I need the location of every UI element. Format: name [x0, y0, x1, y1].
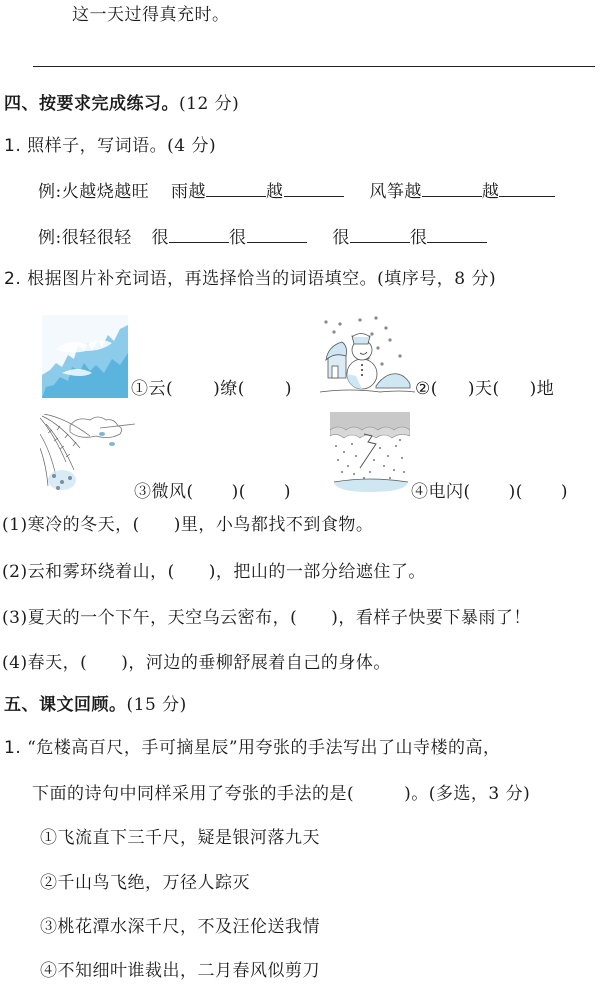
label-part: )缭( — [213, 379, 245, 399]
section-5-title: 五、课文回顾。 — [4, 695, 127, 715]
label-part: )( — [231, 482, 246, 502]
picture-4-label — [411, 481, 568, 503]
example-label: 例: — [38, 228, 62, 248]
question-text: “危楼高百尺，手可摘星辰”用夸张的手法写出了山寺楼的高， — [27, 738, 501, 758]
section-5-question-1-line-2 — [32, 783, 530, 805]
answer-writing-line[interactable] — [33, 66, 595, 67]
question-1-prompt — [4, 135, 216, 157]
section-5-question-1-line-1 — [4, 737, 501, 759]
sentence-part: )，河边的垂柳舒展着自己的身体。 — [121, 653, 391, 673]
item-infix: 很 — [409, 228, 428, 248]
section-4-heading — [4, 93, 239, 115]
question-number: 1. — [4, 738, 22, 758]
section-5-heading — [4, 694, 187, 716]
question-text: 照样子，写词语。(4 分) — [27, 136, 217, 156]
fill-blank[interactable] — [427, 226, 487, 243]
label-part: ①云( — [131, 379, 174, 399]
item-prefix: 雨越 — [171, 182, 207, 202]
item-infix: 很 — [229, 228, 247, 248]
label-part: ④电闪( — [411, 482, 471, 502]
mountain-clouds-image — [42, 315, 128, 398]
example-label: 例: — [38, 182, 62, 202]
section-4-score: (12 分) — [179, 94, 240, 114]
fill-blank[interactable] — [422, 180, 482, 197]
fill-blank[interactable] — [499, 180, 555, 197]
picture-1-label — [131, 378, 292, 400]
willow-breeze-image — [40, 414, 135, 496]
item-infix: 越 — [266, 182, 284, 202]
continued-answer-line: 这一天过得真充时。 — [72, 5, 230, 25]
sentence-part: )，看样子快要下暴雨了！ — [331, 608, 531, 628]
fill-blank[interactable] — [284, 180, 344, 197]
thunderstorm-image — [330, 412, 410, 494]
option-3[interactable]: ③桃花潭水深千尺，不及汪伦送我情 — [40, 917, 320, 937]
sentence-part: (2)云和雾环绕着山，( — [2, 562, 175, 582]
item-prefix: 很 — [332, 228, 350, 248]
fill-blank[interactable] — [206, 180, 266, 197]
section-4-title: 四、按要求完成练习。 — [4, 94, 179, 114]
item-prefix: 很 — [151, 228, 170, 248]
fill-sentence-1 — [2, 514, 373, 536]
label-part: ) — [283, 482, 292, 502]
fill-blank[interactable] — [247, 226, 307, 243]
question-2-prompt — [4, 268, 496, 290]
example-word: 火越烧越旺 — [61, 182, 150, 202]
label-part: ②( — [415, 379, 438, 399]
label-part: ) — [284, 379, 293, 399]
label-part: )地 — [529, 379, 555, 399]
item-infix: 越 — [481, 182, 500, 202]
question-text: 根据图片补充词语，再选择恰当的词语填空。(填序号，8 分) — [27, 269, 497, 289]
question-number: 1. — [4, 136, 22, 156]
sentence-part: (1)寒冷的冬天，( — [2, 515, 140, 535]
label-part: ) — [560, 482, 569, 502]
question-number: 2. — [4, 269, 22, 289]
question-text: )。(多选，3 分) — [404, 784, 531, 804]
label-part: )( — [508, 482, 523, 502]
picture-3-label — [134, 481, 291, 503]
fill-sentence-3 — [2, 607, 531, 629]
picture-2-label — [415, 378, 554, 400]
label-part: ③微风( — [134, 482, 194, 502]
section-5-score: (15 分) — [126, 695, 187, 715]
label-part: )天( — [467, 379, 500, 399]
fill-blank[interactable] — [169, 226, 229, 243]
item-prefix: 风筝越 — [369, 182, 422, 202]
option-4[interactable]: ④不知细叶谁裁出，二月春风似剪刀 — [40, 961, 320, 981]
snowman-image — [320, 316, 415, 396]
option-2[interactable]: ②千山鸟飞绝，万径人踪灭 — [40, 873, 250, 893]
example-row-1 — [38, 180, 555, 203]
sentence-part: )，把山的一部分给遮住了。 — [208, 562, 426, 582]
example-row-2 — [38, 226, 487, 249]
example-word: 很轻很轻 — [61, 228, 132, 248]
sentence-part: (3)夏天的一个下午，天空乌云密布，( — [2, 608, 298, 628]
option-1[interactable]: ①飞流直下三千尺，疑是银河落九天 — [40, 828, 320, 848]
sentence-part: )里，小鸟都找不到食物。 — [173, 515, 374, 535]
sentence-part: (4)春天，( — [2, 653, 88, 673]
fill-blank[interactable] — [350, 226, 410, 243]
fill-sentence-4 — [2, 652, 391, 674]
question-text: 下面的诗句中同样采用了夸张的手法的是( — [32, 784, 355, 804]
fill-sentence-2 — [2, 561, 426, 583]
